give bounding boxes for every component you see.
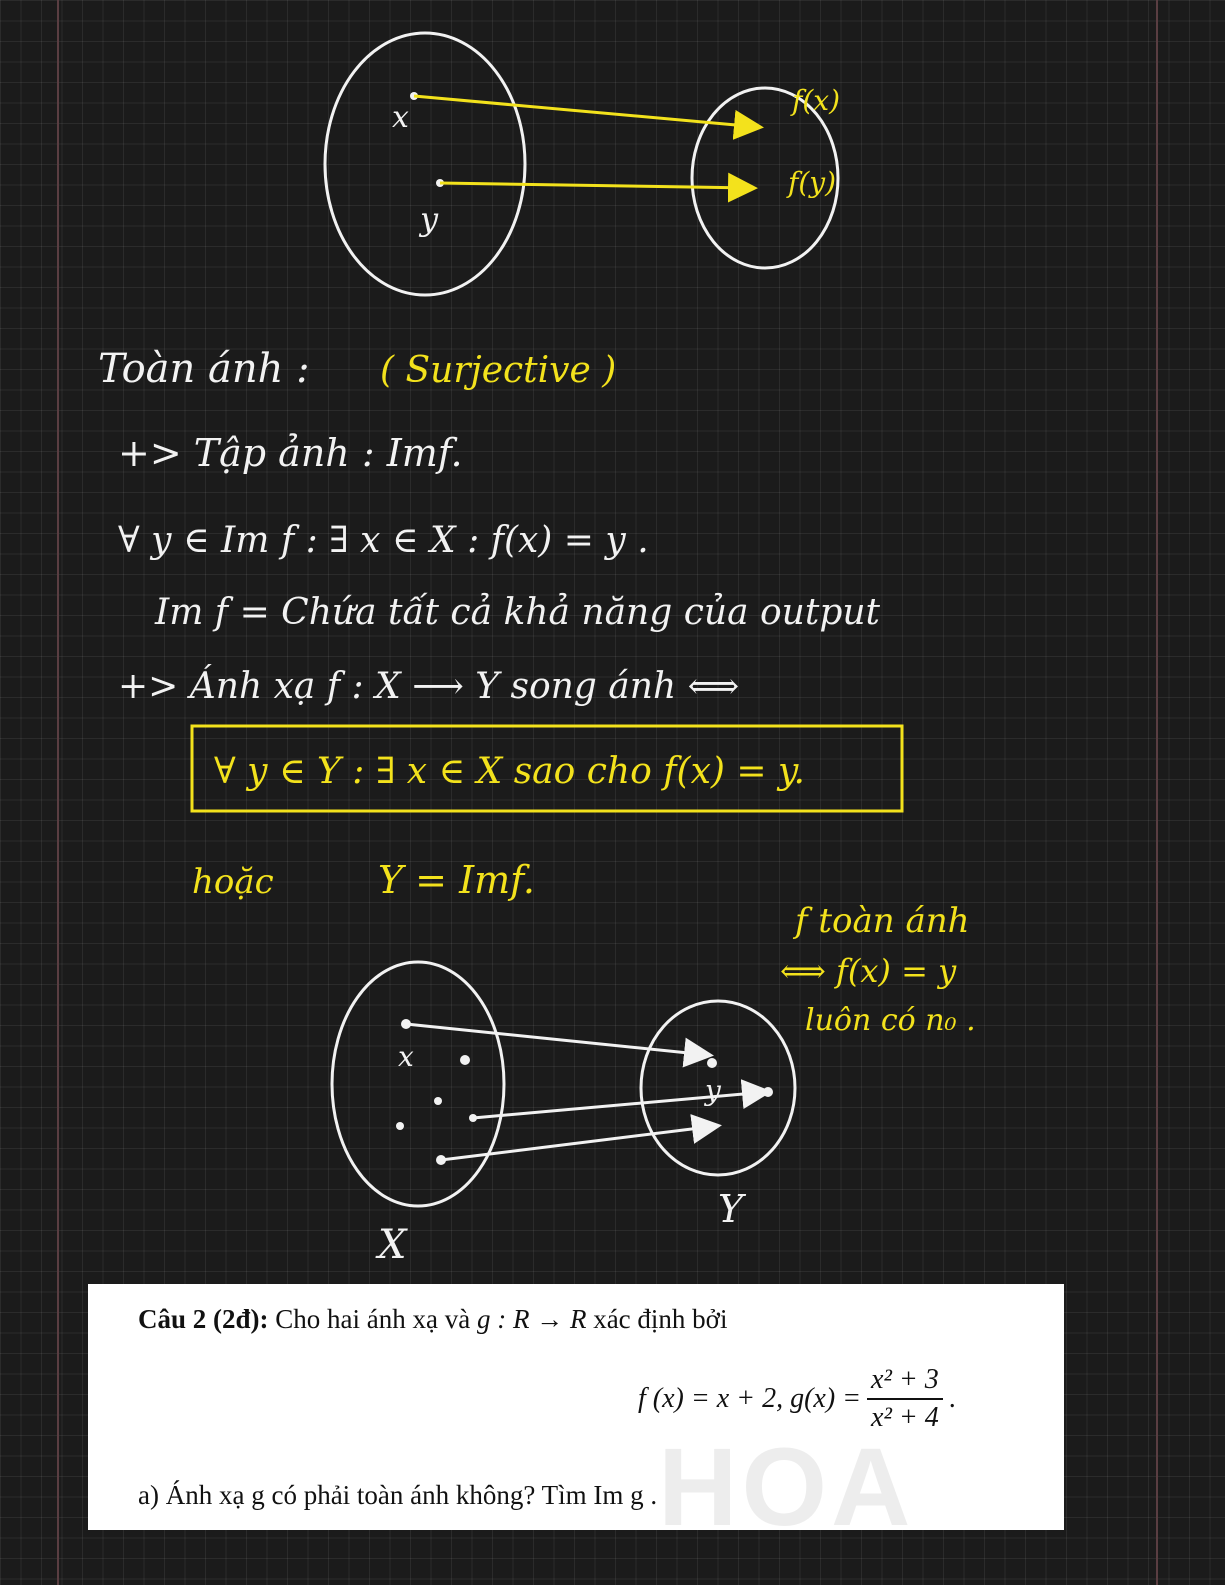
label-fy: f(y) (788, 166, 837, 199)
arrow-bottom-2 (473, 1092, 766, 1118)
or-expression: Y = Imf. (378, 858, 535, 902)
domain-set-ellipse (325, 33, 525, 295)
part-a-question: a) Ánh xạ g có phải toàn ánh không? Tìm Im g . (138, 1480, 658, 1510)
g-denominator: x² + 4 (871, 1402, 939, 1433)
problem-title: Câu 2 (2đ): (138, 1304, 269, 1334)
note-image-meaning: Im f = Chứa tất cả khả năng của output (155, 592, 881, 633)
arrow-bottom-3 (441, 1126, 716, 1160)
label-x: x (392, 100, 409, 135)
label-y-bottom: y (705, 1074, 721, 1107)
function-definitions (638, 1364, 956, 1434)
note-image-definition: ∀ y ∈ Im f : ∃ x ∈ X : f(x) = y . (118, 520, 649, 561)
problem-intro-end: xác định bởi (593, 1304, 728, 1334)
mapping-diagram-bottom (332, 962, 795, 1268)
set-label-Y: Y (718, 1187, 744, 1231)
note-surjection-statement: +> Ánh xạ f : X ⟶ Y song ánh ⟺ (118, 666, 740, 707)
or-word: hoặc (192, 862, 274, 902)
g-mapping: g : R → R (476, 1304, 587, 1334)
set-label-X: X (378, 1222, 407, 1268)
heading-surjective: ( Surjective ) (380, 350, 617, 391)
watermark: HOA (658, 1426, 915, 1549)
label-x-bottom: x (398, 1040, 414, 1073)
heading-toan-anh: Toàn ánh : (98, 346, 310, 392)
problem-statement (138, 1304, 727, 1335)
f-definition: f (x) = x + 2, g(x) = (638, 1383, 862, 1414)
set-x-ellipse (332, 962, 504, 1206)
g-period: . (948, 1383, 956, 1414)
g-numerator: x² + 3 (867, 1364, 943, 1400)
problem-intro: Cho hai ánh xạ và (275, 1304, 471, 1334)
arrow-x-to-fx (414, 96, 758, 127)
label-fx: f(x) (792, 84, 841, 117)
arrow-y-to-fy (440, 183, 752, 188)
side-note-3: luôn có n₀ . (805, 1003, 976, 1038)
side-note-2: ⟺ f(x) = y (780, 952, 957, 990)
problem-screenshot (88, 1284, 1064, 1549)
side-note-1: f toàn ánh (795, 901, 970, 941)
mapping-diagram-top (325, 33, 840, 295)
note-image-set: +> Tập ảnh : Imf. (118, 431, 463, 475)
boxed-definition: ∀ y ∈ Y : ∃ x ∈ X sao cho f(x) = y. (214, 751, 805, 792)
label-y: y (420, 200, 439, 238)
g-fraction (867, 1364, 943, 1434)
